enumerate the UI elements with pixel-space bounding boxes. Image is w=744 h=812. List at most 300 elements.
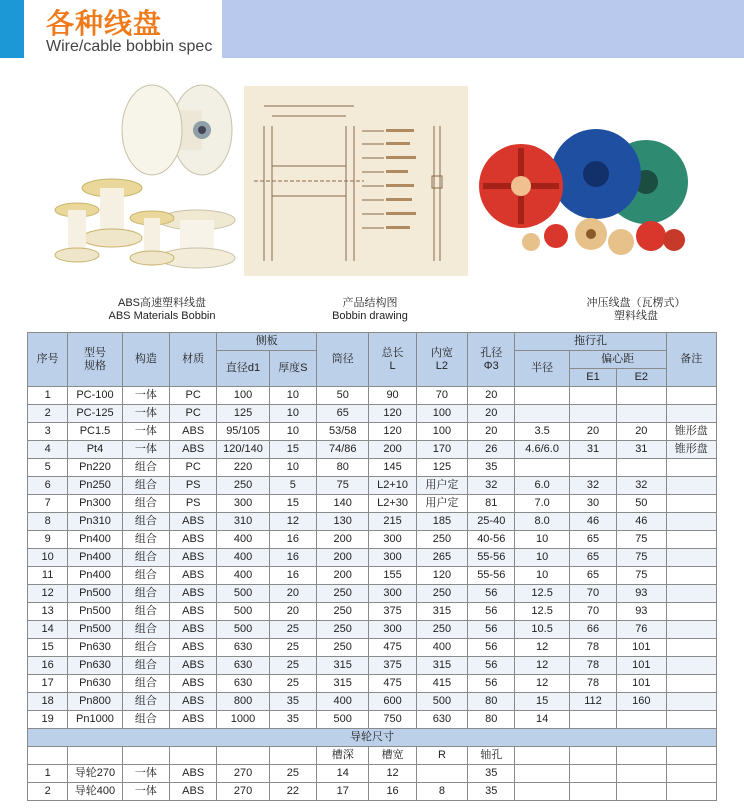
table-cell: PC bbox=[170, 387, 217, 405]
col-header-no: 序号 bbox=[28, 333, 68, 387]
table-cell: 25-40 bbox=[468, 513, 515, 531]
bobbin-drawing-image bbox=[244, 86, 468, 276]
caption-abs-bobbin bbox=[62, 297, 262, 323]
table-cell: ABS bbox=[170, 639, 217, 657]
table-cell: 200 bbox=[317, 549, 369, 567]
table-cell: ABS bbox=[170, 765, 217, 783]
table-cell bbox=[666, 765, 717, 783]
table-cell bbox=[617, 765, 666, 783]
header-line: Φ3 bbox=[483, 359, 499, 372]
table-cell bbox=[666, 675, 717, 693]
table-cell: 16 bbox=[28, 657, 68, 675]
table-cell: 10 bbox=[269, 387, 316, 405]
table-cell: 8 bbox=[416, 783, 467, 801]
col-header-total bbox=[369, 333, 416, 387]
table-cell: 组合 bbox=[122, 693, 169, 711]
table-cell bbox=[666, 531, 717, 549]
table-cell bbox=[666, 549, 717, 567]
table-cell: 导轮270 bbox=[68, 765, 122, 783]
table-cell bbox=[269, 747, 316, 765]
col-header-drive: 拖行孔 bbox=[515, 333, 666, 351]
header-accent-bar bbox=[0, 0, 24, 58]
table-cell bbox=[569, 747, 616, 765]
col-header-s: 厚度S bbox=[269, 351, 316, 387]
table-cell: Pn500 bbox=[68, 621, 122, 639]
table-row bbox=[28, 639, 717, 657]
table-cell: 76 bbox=[617, 621, 666, 639]
table-cell: Pn630 bbox=[68, 639, 122, 657]
table-cell: 200 bbox=[317, 567, 369, 585]
table-cell: 170 bbox=[416, 441, 467, 459]
table-cell: 93 bbox=[617, 585, 666, 603]
guide-col-header: 槽宽 bbox=[369, 747, 416, 765]
table-cell bbox=[569, 783, 616, 801]
table-cell bbox=[666, 657, 717, 675]
table-cell: 315 bbox=[416, 657, 467, 675]
table-cell: Pn250 bbox=[68, 477, 122, 495]
table-row bbox=[28, 657, 717, 675]
caption-line-cn: 塑料线盘 bbox=[614, 310, 658, 322]
table-cell bbox=[122, 747, 169, 765]
table-cell: 组合 bbox=[122, 513, 169, 531]
table-cell: 16 bbox=[369, 783, 416, 801]
table-row bbox=[28, 477, 717, 495]
table-cell: 400 bbox=[217, 549, 269, 567]
table-cell: PC-125 bbox=[68, 405, 122, 423]
header-line: 内宽 bbox=[430, 346, 453, 359]
table-cell: 300 bbox=[369, 621, 416, 639]
table-cell: 35 bbox=[269, 711, 316, 729]
table-cell: 16 bbox=[269, 549, 316, 567]
table-cell: 160 bbox=[617, 693, 666, 711]
caption-line-cn: ABS高速塑料线盘 bbox=[117, 297, 206, 309]
table-cell: 375 bbox=[369, 657, 416, 675]
table-cell: 56 bbox=[468, 585, 515, 603]
table-cell: 70 bbox=[416, 387, 467, 405]
table-cell: L2+30 bbox=[369, 495, 416, 513]
table-cell: 用户定 bbox=[416, 477, 467, 495]
table-cell: Pn500 bbox=[68, 585, 122, 603]
table-row bbox=[28, 441, 717, 459]
table-cell: ABS bbox=[170, 657, 217, 675]
page-title: 各种线盘 bbox=[46, 7, 163, 40]
table-cell bbox=[217, 747, 269, 765]
table-cell: 组合 bbox=[122, 459, 169, 477]
header-banner bbox=[222, 0, 744, 58]
table-cell: ABS bbox=[170, 531, 217, 549]
table-row bbox=[28, 711, 717, 729]
table-cell: 270 bbox=[217, 765, 269, 783]
table-cell: 导轮400 bbox=[68, 783, 122, 801]
table-cell: 15 bbox=[515, 693, 569, 711]
table-cell: 500 bbox=[416, 693, 467, 711]
table-cell: 32 bbox=[617, 477, 666, 495]
table-cell: L2+10 bbox=[369, 477, 416, 495]
table-cell: 10 bbox=[269, 423, 316, 441]
table-cell: 15 bbox=[28, 639, 68, 657]
table-cell: 155 bbox=[369, 567, 416, 585]
table-cell: 31 bbox=[569, 441, 616, 459]
table-cell: 20 bbox=[468, 423, 515, 441]
table-cell: 415 bbox=[416, 675, 467, 693]
table-cell: 3.5 bbox=[515, 423, 569, 441]
table-cell: 400 bbox=[416, 639, 467, 657]
table-cell: Pt4 bbox=[68, 441, 122, 459]
table-cell: 5 bbox=[28, 459, 68, 477]
table-cell: 630 bbox=[217, 675, 269, 693]
table-cell bbox=[569, 387, 616, 405]
table-cell bbox=[170, 747, 217, 765]
table-cell bbox=[666, 693, 717, 711]
table-cell bbox=[666, 387, 717, 405]
table-cell: 80 bbox=[468, 693, 515, 711]
table-cell bbox=[666, 567, 717, 585]
table-cell: ABS bbox=[170, 423, 217, 441]
table-cell bbox=[515, 405, 569, 423]
table-cell: 250 bbox=[317, 639, 369, 657]
table-cell: Pn630 bbox=[68, 657, 122, 675]
table-cell: 125 bbox=[217, 405, 269, 423]
table-cell: 55-56 bbox=[468, 549, 515, 567]
table-cell: 12 bbox=[369, 765, 416, 783]
table-cell: 1 bbox=[28, 387, 68, 405]
table-cell: 8 bbox=[28, 513, 68, 531]
table-cell: Pn630 bbox=[68, 675, 122, 693]
table-cell: 8.0 bbox=[515, 513, 569, 531]
table-cell: 11 bbox=[28, 567, 68, 585]
table-row bbox=[28, 621, 717, 639]
caption-line-cn: 冲压线盘（瓦楞式） bbox=[586, 297, 686, 309]
table-cell: 17 bbox=[317, 783, 369, 801]
table-cell: 56 bbox=[468, 621, 515, 639]
guide-section-title: 导轮尺寸 bbox=[28, 729, 717, 747]
table-cell bbox=[666, 495, 717, 513]
table-cell: Pn310 bbox=[68, 513, 122, 531]
table-cell: 14 bbox=[317, 765, 369, 783]
table-cell: 56 bbox=[468, 675, 515, 693]
guide-col-header: R bbox=[416, 747, 467, 765]
table-cell: 80 bbox=[317, 459, 369, 477]
table-cell: 400 bbox=[217, 531, 269, 549]
table-cell: 74/86 bbox=[317, 441, 369, 459]
table-cell: ABS bbox=[170, 549, 217, 567]
table-cell: 31 bbox=[617, 441, 666, 459]
table-cell: 315 bbox=[317, 657, 369, 675]
table-cell: 一体 bbox=[122, 387, 169, 405]
table-cell: 630 bbox=[217, 657, 269, 675]
table-cell: 锥形盘 bbox=[666, 423, 717, 441]
table-cell: Pn800 bbox=[68, 693, 122, 711]
table-cell bbox=[569, 765, 616, 783]
table-cell: 120 bbox=[369, 423, 416, 441]
table-cell bbox=[515, 387, 569, 405]
table-cell: 75 bbox=[617, 531, 666, 549]
table-cell: 组合 bbox=[122, 639, 169, 657]
table-cell: ABS bbox=[170, 567, 217, 585]
table-cell: 93 bbox=[617, 603, 666, 621]
table-cell: 65 bbox=[569, 549, 616, 567]
table-cell: 101 bbox=[617, 639, 666, 657]
table-cell: 17 bbox=[28, 675, 68, 693]
table-cell: 50 bbox=[617, 495, 666, 513]
table-cell: 2 bbox=[28, 783, 68, 801]
table-cell: ABS bbox=[170, 441, 217, 459]
table-cell: 250 bbox=[416, 621, 467, 639]
table-cell: 10 bbox=[515, 567, 569, 585]
table-cell: 5 bbox=[269, 477, 316, 495]
caption-bobbin-drawing bbox=[270, 297, 470, 323]
table-cell: 315 bbox=[317, 675, 369, 693]
table-cell: 10 bbox=[28, 549, 68, 567]
table-cell: 10 bbox=[269, 459, 316, 477]
table-cell: 一体 bbox=[122, 765, 169, 783]
table-cell: 250 bbox=[317, 585, 369, 603]
table-cell: 53/58 bbox=[317, 423, 369, 441]
header-line: 孔径 bbox=[480, 346, 503, 359]
table-cell: 组合 bbox=[122, 531, 169, 549]
table-cell: ABS bbox=[170, 621, 217, 639]
table-cell: 310 bbox=[217, 513, 269, 531]
table-row bbox=[28, 603, 717, 621]
table-cell: 101 bbox=[617, 675, 666, 693]
table-cell: 250 bbox=[317, 603, 369, 621]
col-header-struct: 构造 bbox=[122, 333, 169, 387]
table-cell: 12 bbox=[269, 513, 316, 531]
table-cell: 35 bbox=[468, 783, 515, 801]
table-cell: PC1.5 bbox=[68, 423, 122, 441]
table-cell bbox=[617, 459, 666, 477]
table-cell: 75 bbox=[617, 567, 666, 585]
table-cell: 锥形盘 bbox=[666, 441, 717, 459]
stamped-bobbin-image bbox=[476, 124, 688, 264]
table-cell: 500 bbox=[217, 603, 269, 621]
table-cell: 56 bbox=[468, 639, 515, 657]
table-cell: 145 bbox=[369, 459, 416, 477]
table-cell: 30 bbox=[569, 495, 616, 513]
table-cell: Pn400 bbox=[68, 567, 122, 585]
guide-row bbox=[28, 765, 717, 783]
table-cell: ABS bbox=[170, 675, 217, 693]
table-cell: 组合 bbox=[122, 585, 169, 603]
table-cell: 7.0 bbox=[515, 495, 569, 513]
table-cell: 12 bbox=[515, 657, 569, 675]
table-cell: 300 bbox=[369, 549, 416, 567]
table-cell: ABS bbox=[170, 603, 217, 621]
table-cell: 4.6/6.0 bbox=[515, 441, 569, 459]
table-cell: 140 bbox=[317, 495, 369, 513]
col-header-e2: E2 bbox=[617, 369, 666, 387]
caption-line-cn: 产品结构图 bbox=[342, 297, 398, 309]
table-cell: 130 bbox=[317, 513, 369, 531]
table-cell: 20 bbox=[617, 423, 666, 441]
table-cell: 12 bbox=[28, 585, 68, 603]
table-cell: 组合 bbox=[122, 549, 169, 567]
table-cell: 375 bbox=[369, 603, 416, 621]
table-cell: 组合 bbox=[122, 495, 169, 513]
table-cell: 65 bbox=[317, 405, 369, 423]
table-cell: 250 bbox=[416, 531, 467, 549]
table-row bbox=[28, 585, 717, 603]
table-cell: ABS bbox=[170, 711, 217, 729]
table-cell: 46 bbox=[617, 513, 666, 531]
table-cell: 65 bbox=[569, 567, 616, 585]
table-cell bbox=[68, 747, 122, 765]
table-cell: 120 bbox=[369, 405, 416, 423]
caption-line-en: Bobbin drawing bbox=[332, 310, 408, 322]
table-cell: Pn220 bbox=[68, 459, 122, 477]
table-cell: 100 bbox=[416, 405, 467, 423]
table-row bbox=[28, 531, 717, 549]
table-cell: 14 bbox=[515, 711, 569, 729]
caption-stamped-bobbin bbox=[536, 297, 736, 323]
table-cell: ABS bbox=[170, 693, 217, 711]
table-cell: 组合 bbox=[122, 603, 169, 621]
table-cell bbox=[666, 621, 717, 639]
table-cell: 600 bbox=[369, 693, 416, 711]
table-cell: ABS bbox=[170, 513, 217, 531]
table-cell: 56 bbox=[468, 603, 515, 621]
table-cell: 250 bbox=[416, 585, 467, 603]
table-cell: 70 bbox=[569, 585, 616, 603]
table-cell: 500 bbox=[217, 621, 269, 639]
table-cell bbox=[569, 711, 616, 729]
table-cell bbox=[569, 459, 616, 477]
table-cell: 35 bbox=[468, 765, 515, 783]
table-cell: 25 bbox=[269, 639, 316, 657]
table-cell: 12.5 bbox=[515, 603, 569, 621]
table-cell: 300 bbox=[369, 531, 416, 549]
table-cell: 95/105 bbox=[217, 423, 269, 441]
table-cell: 一体 bbox=[122, 423, 169, 441]
table-cell: Pn400 bbox=[68, 531, 122, 549]
table-cell: 200 bbox=[317, 531, 369, 549]
table-cell: 475 bbox=[369, 675, 416, 693]
table-cell: 10 bbox=[515, 549, 569, 567]
table-cell: 630 bbox=[416, 711, 467, 729]
table-cell: PC bbox=[170, 459, 217, 477]
table-cell: 13 bbox=[28, 603, 68, 621]
header-line: L bbox=[389, 359, 396, 372]
table-cell: 7 bbox=[28, 495, 68, 513]
table-cell: 32 bbox=[569, 477, 616, 495]
table-cell: 100 bbox=[217, 387, 269, 405]
table-cell: 20 bbox=[569, 423, 616, 441]
table-cell: 组合 bbox=[122, 567, 169, 585]
table-cell: 220 bbox=[217, 459, 269, 477]
table-cell: 20 bbox=[468, 387, 515, 405]
table-row bbox=[28, 423, 717, 441]
table-cell: Pn1000 bbox=[68, 711, 122, 729]
table-cell: 19 bbox=[28, 711, 68, 729]
table-cell: 315 bbox=[416, 603, 467, 621]
table-cell: 一体 bbox=[122, 441, 169, 459]
table-cell: 270 bbox=[217, 783, 269, 801]
table-cell bbox=[617, 711, 666, 729]
table-cell: 56 bbox=[468, 657, 515, 675]
table-cell: 22 bbox=[269, 783, 316, 801]
table-cell: 组合 bbox=[122, 711, 169, 729]
table-cell: 35 bbox=[468, 459, 515, 477]
table-cell: 750 bbox=[369, 711, 416, 729]
table-cell: 组合 bbox=[122, 675, 169, 693]
table-cell: 14 bbox=[28, 621, 68, 639]
table-cell: 120/140 bbox=[217, 441, 269, 459]
col-header-hole bbox=[468, 333, 515, 387]
table-cell: 500 bbox=[317, 711, 369, 729]
table-cell: 50 bbox=[317, 387, 369, 405]
table-cell: 9 bbox=[28, 531, 68, 549]
table-cell: 12.5 bbox=[515, 585, 569, 603]
table-cell: ABS bbox=[170, 783, 217, 801]
table-cell: 16 bbox=[269, 567, 316, 585]
table-cell: 35 bbox=[269, 693, 316, 711]
table-cell: 4 bbox=[28, 441, 68, 459]
table-cell bbox=[617, 747, 666, 765]
table-cell: Pn400 bbox=[68, 549, 122, 567]
table-cell bbox=[666, 603, 717, 621]
table-cell: 25 bbox=[269, 675, 316, 693]
col-header-ecc: 偏心距 bbox=[569, 351, 666, 369]
table-cell: 78 bbox=[569, 657, 616, 675]
table-cell: 组合 bbox=[122, 657, 169, 675]
table-cell: 25 bbox=[269, 621, 316, 639]
guide-col-header: 轴孔 bbox=[468, 747, 515, 765]
table-cell bbox=[666, 711, 717, 729]
col-header-inner bbox=[416, 333, 467, 387]
table-cell: 100 bbox=[416, 423, 467, 441]
table-cell: 组合 bbox=[122, 477, 169, 495]
abs-bobbin-image bbox=[52, 80, 237, 280]
table-cell: 16 bbox=[269, 531, 316, 549]
table-cell: Pn500 bbox=[68, 603, 122, 621]
table-cell bbox=[617, 387, 666, 405]
col-header-note: 备注 bbox=[666, 333, 717, 387]
table-cell: 112 bbox=[569, 693, 616, 711]
table-cell: 18 bbox=[28, 693, 68, 711]
table-cell: 25 bbox=[269, 657, 316, 675]
table-cell: 90 bbox=[369, 387, 416, 405]
table-cell: 55-56 bbox=[468, 567, 515, 585]
table-cell: 78 bbox=[569, 639, 616, 657]
table-cell bbox=[666, 513, 717, 531]
guide-section-row bbox=[28, 729, 717, 747]
col-header-barrel: 筒径 bbox=[317, 333, 369, 387]
table-cell: 81 bbox=[468, 495, 515, 513]
table-cell: 250 bbox=[317, 621, 369, 639]
header-line: 总长 bbox=[381, 346, 404, 359]
table-cell: 一体 bbox=[122, 783, 169, 801]
col-header-model bbox=[68, 333, 122, 387]
header-line: L2 bbox=[435, 359, 449, 372]
table-cell: 26 bbox=[468, 441, 515, 459]
table-row bbox=[28, 495, 717, 513]
col-header-material: 材质 bbox=[170, 333, 217, 387]
table-cell bbox=[515, 783, 569, 801]
table-cell: 15 bbox=[269, 441, 316, 459]
header-line: 型号 bbox=[83, 346, 106, 359]
guide-header-row bbox=[28, 747, 717, 765]
table-cell bbox=[666, 747, 717, 765]
table-cell: 15 bbox=[269, 495, 316, 513]
col-header-d1: 直径d1 bbox=[217, 351, 269, 387]
table-cell: 用户定 bbox=[416, 495, 467, 513]
table-cell: 80 bbox=[468, 711, 515, 729]
table-cell: 400 bbox=[217, 567, 269, 585]
table-cell: 265 bbox=[416, 549, 467, 567]
table-cell: 475 bbox=[369, 639, 416, 657]
table-cell: 12 bbox=[515, 639, 569, 657]
table-cell: 120 bbox=[416, 567, 467, 585]
